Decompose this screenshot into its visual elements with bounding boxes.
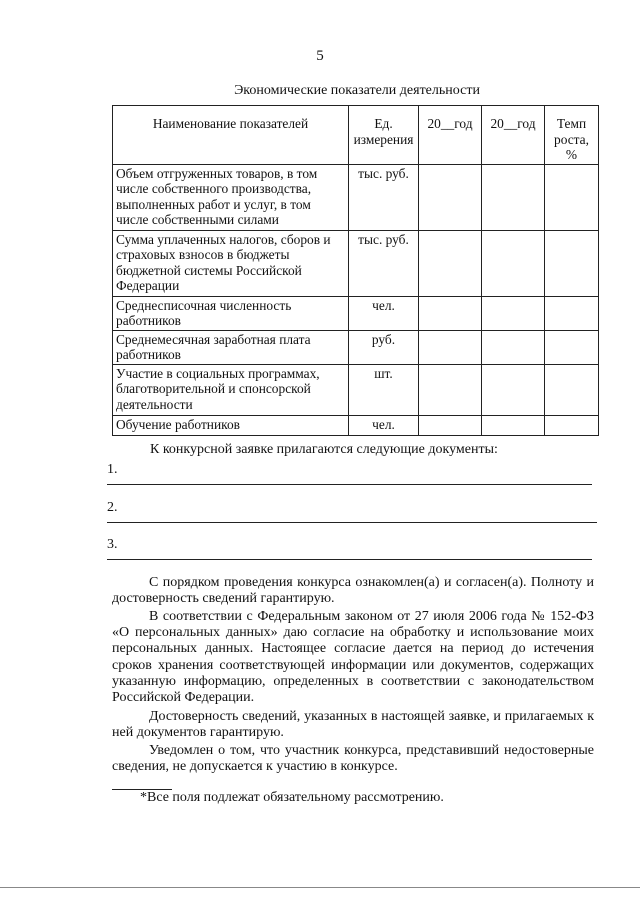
header-year-1: 20__год	[419, 106, 482, 165]
table-row	[113, 364, 599, 415]
year-2-cell	[482, 364, 545, 415]
notice-paragraph: Уведомлен о том, что участник конкурса, представивший недостоверные сведения, не допускается к участию в конкурсе.	[112, 743, 594, 775]
table-header-row	[113, 106, 599, 165]
header-growth-rate: Темп роста, %	[545, 106, 599, 165]
document-entry-number: 3.	[107, 537, 118, 552]
personal-data-paragraph: В соответствии с Федеральным законом от 27 июля 2006 года № 152-ФЗ «О персональных данных» даю согласие на обработку и использование моих персональных данных. Настоящее согласие дается на период до истечения сроков хранения соответствующей информации или документов, содержащих указанную информацию, определенных в соответствии с законодательством Российской Федерации.	[112, 609, 594, 706]
year-2-cell	[482, 230, 545, 296]
year-1-cell	[419, 415, 482, 435]
indicator-name: Объем отгруженных товаров, в том числе собственного производства, выполненных работ и услуг, в том числе собственными силами	[113, 164, 349, 230]
year-2-cell	[482, 415, 545, 435]
economic-indicators-table	[112, 105, 599, 436]
document-entry-line	[107, 500, 597, 523]
indicator-name: Участие в социальных программах, благотворительной и спонсорской деятельности	[113, 364, 349, 415]
indicator-name: Обучение работников	[113, 415, 349, 435]
growth-cell	[545, 330, 599, 364]
header-unit: Ед. измерения	[349, 106, 419, 165]
attached-documents-intro: К конкурсной заявке прилагаются следующие документы:	[150, 442, 498, 457]
year-2-cell	[482, 330, 545, 364]
year-1-cell	[419, 230, 482, 296]
year-1-cell	[419, 364, 482, 415]
document-entry-number: 2.	[107, 500, 118, 515]
document-entry-number: 1.	[107, 462, 118, 477]
indicator-unit: тыс. руб.	[349, 164, 419, 230]
indicator-unit: тыс. руб.	[349, 230, 419, 296]
table-row	[113, 415, 599, 435]
accuracy-paragraph: Достоверность сведений, указанных в настоящей заявке, и прилагаемых к ней документов гарантирую.	[112, 709, 594, 741]
growth-cell	[545, 364, 599, 415]
year-1-cell	[419, 296, 482, 330]
indicator-unit: руб.	[349, 330, 419, 364]
indicator-name: Среднесписочная численность работников	[113, 296, 349, 330]
table-row	[113, 230, 599, 296]
indicator-unit: шт.	[349, 364, 419, 415]
growth-cell	[545, 415, 599, 435]
growth-cell	[545, 164, 599, 230]
document-entry-line	[107, 537, 592, 560]
year-2-cell	[482, 296, 545, 330]
consent-paragraph: С порядком проведения конкурса ознакомлен(а) и согласен(а). Полноту и достоверность сведений гарантирую.	[112, 575, 594, 607]
table-row	[113, 164, 599, 230]
header-indicator-name: Наименование показателей	[113, 106, 349, 165]
header-year-2: 20__год	[482, 106, 545, 165]
table-title: Экономические показатели деятельности	[234, 83, 480, 98]
indicator-name: Сумма уплаченных налогов, сборов и страховых взносов в бюджеты бюджетной системы Российской Федерации	[113, 230, 349, 296]
table-row	[113, 330, 599, 364]
indicator-unit: чел.	[349, 296, 419, 330]
growth-cell	[545, 230, 599, 296]
year-1-cell	[419, 164, 482, 230]
indicator-name: Среднемесячная заработная плата работников	[113, 330, 349, 364]
document-entry-line	[107, 462, 592, 485]
table-row	[113, 296, 599, 330]
indicator-unit: чел.	[349, 415, 419, 435]
growth-cell	[545, 296, 599, 330]
year-2-cell	[482, 164, 545, 230]
scan-edge-line	[0, 887, 640, 888]
year-1-cell	[419, 330, 482, 364]
page-number: 5	[316, 48, 324, 64]
footnote: *Все поля подлежат обязательному рассмотрению.	[140, 790, 444, 805]
